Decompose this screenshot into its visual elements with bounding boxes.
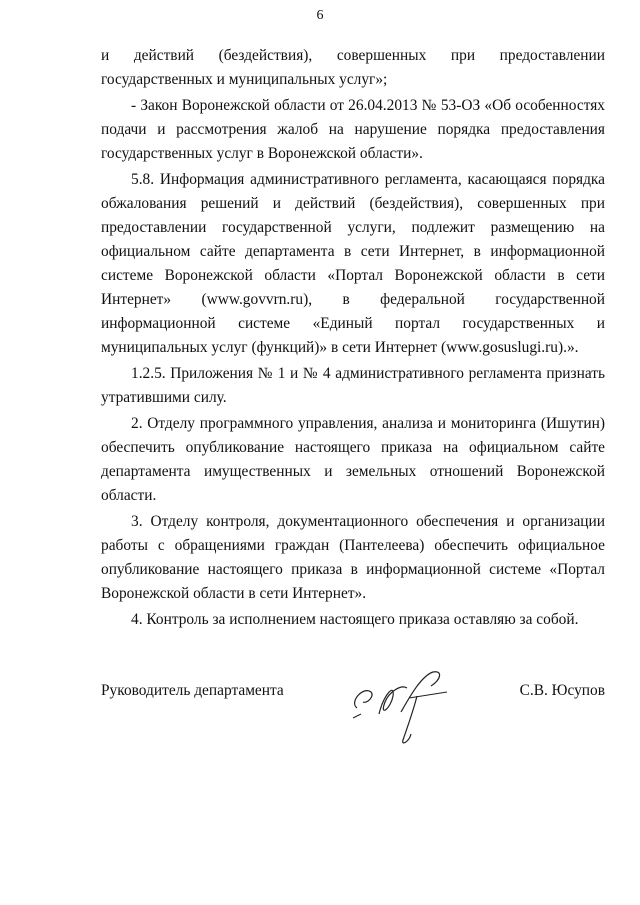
document-body — [101, 44, 605, 632]
paragraph-2: 2. Отделу программного управления, анализа и мониторинга (Ишутин) обеспечить опубликование настоящего приказа на официальном сайте департамента имущественных и земельных отношений Воронежской области. — [101, 415, 605, 504]
handwritten-signature — [349, 668, 459, 748]
signatory-title: Руководитель департамента — [101, 682, 284, 699]
paragraph-4: 4. Контроль за исполнением настоящего приказа оставляю за собой. — [131, 611, 579, 628]
signatory-name: С.В. Юсупов — [519, 682, 605, 699]
page-number: 6 — [316, 8, 324, 23]
paragraph-1-2-5: 1.2.5. Приложения № 1 и № 4 административного регламента признать утратившими силу. — [101, 365, 605, 406]
paragraph-3: 3. Отделу контроля, документационного обеспечения и организации работы с обращениями граждан (Пантелеева) обеспечить официальное опубликование настоящего приказа в информационной системе «Портал Воронежской области в сети Интернет». — [101, 513, 605, 602]
paragraph-5-8: 5.8. Информация административного регламента, касающаяся порядка обжалования решений и действий (бездействия), совершенных при предоставлении государственной услуги, подлежит размещению на официальном сайте департамента в сети Интернет, в информационной системе Воронежской области «Портал Воронежской области в сети Интернет» (www.govvrn.ru), в федеральной государственной информационной системе «Единый портал государственных и муниципальных услуг (функций)» в сети Интернет (www.gosuslugi.ru).». — [101, 171, 605, 356]
paragraph-law-reference: - Закон Воронежской области от 26.04.2013 № 53-ОЗ «Об особенностях подачи и рассмотрения жалоб на нарушение порядка предоставления государственных услуг в Воронежской области». — [101, 97, 605, 162]
paragraph-continuation: и действий (бездействия), совершенных при предоставлении государственных и муниципальных услуг»; — [101, 47, 605, 88]
signature-block — [101, 668, 605, 748]
